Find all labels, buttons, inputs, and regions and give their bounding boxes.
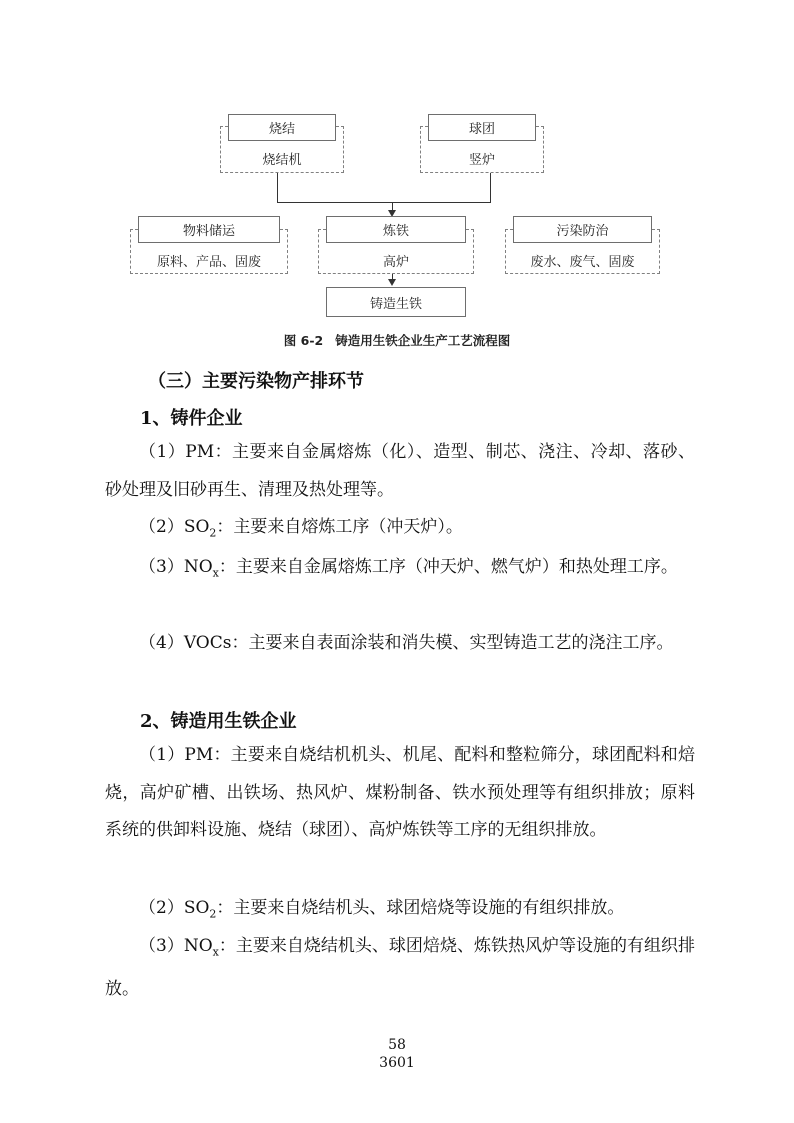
paragraph-pm-castings: （1）PM：主要来自金属熔炼（化）、造型、制芯、浇注、冷却、落砂、砂处理及旧砂再生、清理及热处理等。 (105, 442, 695, 500)
page-number: 58 (388, 1037, 406, 1053)
paragraph-nox-castings: $(3)NO_x$：主要来自金属熔炼工序（冲天炉、燃气炉）和热处理工序。 (139, 557, 678, 580)
paragraph-vocs-castings: （4）VOCs：主要来自表面涂装和消失模、实型铸造工艺的浇注工序。 (139, 633, 674, 653)
figure-number: 图 6-2 (283, 333, 324, 348)
dashed-edge (336, 126, 344, 127)
paragraph-pm-pig-iron: （1）PM：主要来自烧结机机头、机尾、配料和整粒筛分，球团配料和焙烧，高炉矿槽、出铁场、热风炉、煤粉制备、铁水预处理等有组织排放；原料系统的供卸料设施、烧结（球团）、高炉炼铁等工序的无组织排放。 (105, 745, 695, 840)
storage-sub-label: 原料、产品、固废 (156, 255, 261, 270)
dashed-edge (536, 126, 544, 127)
arrow-down-icon (388, 279, 396, 286)
paragraph-so2-castings: $(2)SO_2$：主要来自熔炼工序（冲天炉）。 (139, 517, 463, 540)
connector-left-vertical (277, 173, 278, 203)
dashed-edge (505, 229, 513, 230)
figure-title: 铸造用生铁企业生产工艺流程图 (335, 333, 511, 348)
dashed-edge (466, 229, 474, 230)
cast-pig-iron-box: 铸造生铁 (326, 287, 466, 317)
document-code: 3601 (379, 1055, 415, 1071)
dashed-edge (420, 126, 428, 127)
dashed-edge (220, 126, 228, 127)
storage-box: 物料储运 (138, 216, 280, 243)
pollution-sub-label: 废水、废气、固废 (530, 255, 635, 270)
sintering-box: 烧结 (228, 114, 336, 141)
paragraph-nox-pig-iron: $(3)NO_x$：主要来自烧结机头、球团焙烧、炼铁热风炉等设施的有组织排放。 (105, 936, 696, 999)
shaft-furnace-label: 竖炉 (468, 153, 495, 168)
connector-right-vertical (490, 173, 491, 203)
subsection-heading-pig-iron: 2、铸造用生铁企业 (140, 711, 297, 732)
dashed-edge (318, 229, 326, 230)
sintering-machine-label: 烧结机 (262, 153, 302, 168)
figure-caption (0, 331, 794, 349)
connector-horizontal (277, 202, 491, 203)
blast-furnace-label: 高炉 (382, 255, 409, 270)
ironmaking-box: 炼铁 (326, 216, 466, 243)
dashed-edge (280, 229, 288, 230)
dashed-edge (652, 229, 660, 230)
pollution-box: 污染防治 (513, 216, 652, 243)
pellet-box: 球团 (428, 114, 536, 141)
subsection-heading-castings: 1、铸件企业 (140, 408, 243, 429)
dashed-edge (130, 229, 138, 230)
paragraph-so2-pig-iron: $(2)SO_2$：主要来自烧结机头、球团焙烧等设施的有组织排放。 (139, 898, 625, 921)
section-heading: （三）主要污染物产排环节 (148, 371, 364, 392)
